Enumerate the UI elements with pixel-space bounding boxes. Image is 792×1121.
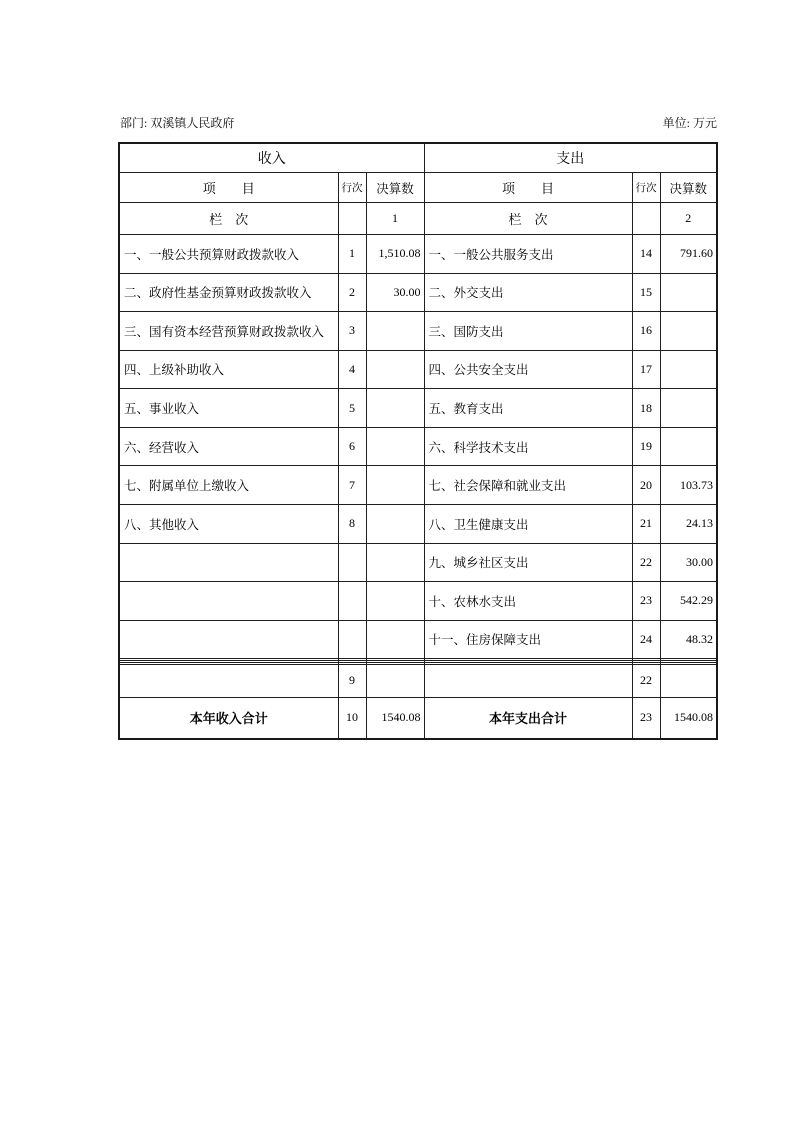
income-amount-cell: 1,510.08	[366, 235, 424, 274]
table-row	[119, 620, 717, 659]
section-header-row	[119, 143, 717, 173]
expense-line-cell: 15	[632, 273, 660, 312]
expense-item-cell: 四、公共安全支出	[424, 350, 632, 389]
table-row	[119, 350, 717, 389]
income-item-cell: 二、政府性基金预算财政拨款收入	[119, 273, 338, 312]
income-item-cell: 五、事业收入	[119, 389, 338, 428]
income-line-cell	[338, 620, 366, 659]
expense-amount-cell: 791.60	[660, 235, 717, 274]
expense-item-cell: 五、教育支出	[424, 389, 632, 428]
meta-row	[120, 115, 717, 132]
table-row	[119, 466, 717, 505]
expense-item-cell: 八、卫生健康支出	[424, 504, 632, 543]
income-line-cell	[338, 582, 366, 621]
income-line-cell: 6	[338, 427, 366, 466]
expense-line-cell: 19	[632, 427, 660, 466]
expense-amount-cell	[660, 350, 717, 389]
income-item-cell: 四、上级补助收入	[119, 350, 338, 389]
expense-line-cell: 16	[632, 312, 660, 351]
department-label: 部门: 双溪镇人民政府	[120, 116, 235, 130]
income-amount-cell	[366, 582, 424, 621]
expense-line-cell: 21	[632, 504, 660, 543]
expense-item-cell	[424, 665, 632, 697]
expense-amount-cell: 48.32	[660, 620, 717, 659]
column-header-row	[119, 173, 717, 203]
expense-item-column-header: 项 目	[424, 173, 632, 203]
income-item-cell: 七、附属单位上缴收入	[119, 466, 338, 505]
table-row	[119, 504, 717, 543]
income-line-cell: 2	[338, 273, 366, 312]
expense-item-cell: 一、一般公共服务支出	[424, 235, 632, 274]
expense-amount-cell: 542.29	[660, 582, 717, 621]
income-amount-cell	[366, 504, 424, 543]
income-item-cell: 三、国有资本经营预算财政拨款收入	[119, 312, 338, 351]
expense-index-line-cell	[632, 203, 660, 235]
income-index-label: 栏 次	[119, 203, 338, 235]
expense-item-cell: 三、国防支出	[424, 312, 632, 351]
expense-line-cell: 18	[632, 389, 660, 428]
income-item-cell: 本年收入合计	[119, 697, 338, 739]
expense-line-cell: 23	[632, 697, 660, 739]
expense-line-cell: 17	[632, 350, 660, 389]
income-item-cell	[119, 620, 338, 659]
income-line-cell: 5	[338, 389, 366, 428]
income-amount-cell: 1540.08	[366, 697, 424, 739]
expense-amount-cell	[660, 665, 717, 697]
expense-line-column-header: 行次	[632, 173, 660, 203]
expense-item-cell: 十、农林水支出	[424, 582, 632, 621]
income-line-cell: 4	[338, 350, 366, 389]
income-line-column-header: 行次	[338, 173, 366, 203]
total-row	[119, 697, 717, 739]
expense-section-header: 支出	[424, 143, 717, 173]
income-line-cell: 1	[338, 235, 366, 274]
income-item-cell: 八、其他收入	[119, 504, 338, 543]
expense-line-cell: 24	[632, 620, 660, 659]
expense-item-cell: 本年支出合计	[424, 697, 632, 739]
income-item-column-header: 项 目	[119, 173, 338, 203]
income-line-cell: 7	[338, 466, 366, 505]
expense-item-cell: 二、外交支出	[424, 273, 632, 312]
expense-amount-cell	[660, 427, 717, 466]
income-amount-cell	[366, 389, 424, 428]
table-row	[119, 312, 717, 351]
income-amount-cell	[366, 350, 424, 389]
income-index-value: 1	[366, 203, 424, 235]
budget-table	[118, 142, 718, 740]
expense-amount-cell: 1540.08	[660, 697, 717, 739]
income-index-line-cell	[338, 203, 366, 235]
column-index-row	[119, 203, 717, 235]
expense-line-cell: 14	[632, 235, 660, 274]
income-amount-cell: 30.00	[366, 273, 424, 312]
income-amount-cell	[366, 312, 424, 351]
income-amount-cell	[366, 665, 424, 697]
income-amount-cell	[366, 620, 424, 659]
expense-line-cell: 23	[632, 582, 660, 621]
table-body	[119, 235, 717, 740]
income-item-cell	[119, 543, 338, 582]
expense-item-cell: 九、城乡社区支出	[424, 543, 632, 582]
table-row	[119, 582, 717, 621]
expense-amount-cell: 103.73	[660, 466, 717, 505]
income-item-cell: 六、经营收入	[119, 427, 338, 466]
table-row	[119, 389, 717, 428]
expense-amount-cell	[660, 389, 717, 428]
income-line-cell: 8	[338, 504, 366, 543]
expense-line-cell: 22	[632, 543, 660, 582]
expense-line-cell: 20	[632, 466, 660, 505]
income-section-header: 收入	[119, 143, 424, 173]
expense-amount-cell: 30.00	[660, 543, 717, 582]
income-amount-cell	[366, 466, 424, 505]
income-item-cell	[119, 665, 338, 697]
table-row	[119, 273, 717, 312]
table-row	[119, 427, 717, 466]
income-line-cell: 9	[338, 665, 366, 697]
income-item-cell: 一、一般公共预算财政拨款收入	[119, 235, 338, 274]
expense-index-value: 2	[660, 203, 717, 235]
table-row	[119, 665, 717, 697]
income-amount-cell	[366, 543, 424, 582]
expense-line-cell: 22	[632, 665, 660, 697]
expense-amount-cell	[660, 312, 717, 351]
income-line-cell: 3	[338, 312, 366, 351]
expense-item-cell: 六、科学技术支出	[424, 427, 632, 466]
table-row	[119, 235, 717, 274]
income-line-cell	[338, 543, 366, 582]
income-line-cell: 10	[338, 697, 366, 739]
income-amount-column-header: 决算数	[366, 173, 424, 203]
expense-item-cell: 七、社会保障和就业支出	[424, 466, 632, 505]
expense-amount-cell: 24.13	[660, 504, 717, 543]
expense-item-cell: 十一、住房保障支出	[424, 620, 632, 659]
income-amount-cell	[366, 427, 424, 466]
unit-label: 单位: 万元	[662, 116, 717, 130]
income-item-cell	[119, 582, 338, 621]
expense-amount-column-header: 决算数	[660, 173, 717, 203]
expense-index-label: 栏 次	[424, 203, 632, 235]
expense-amount-cell	[660, 273, 717, 312]
table-row	[119, 543, 717, 582]
